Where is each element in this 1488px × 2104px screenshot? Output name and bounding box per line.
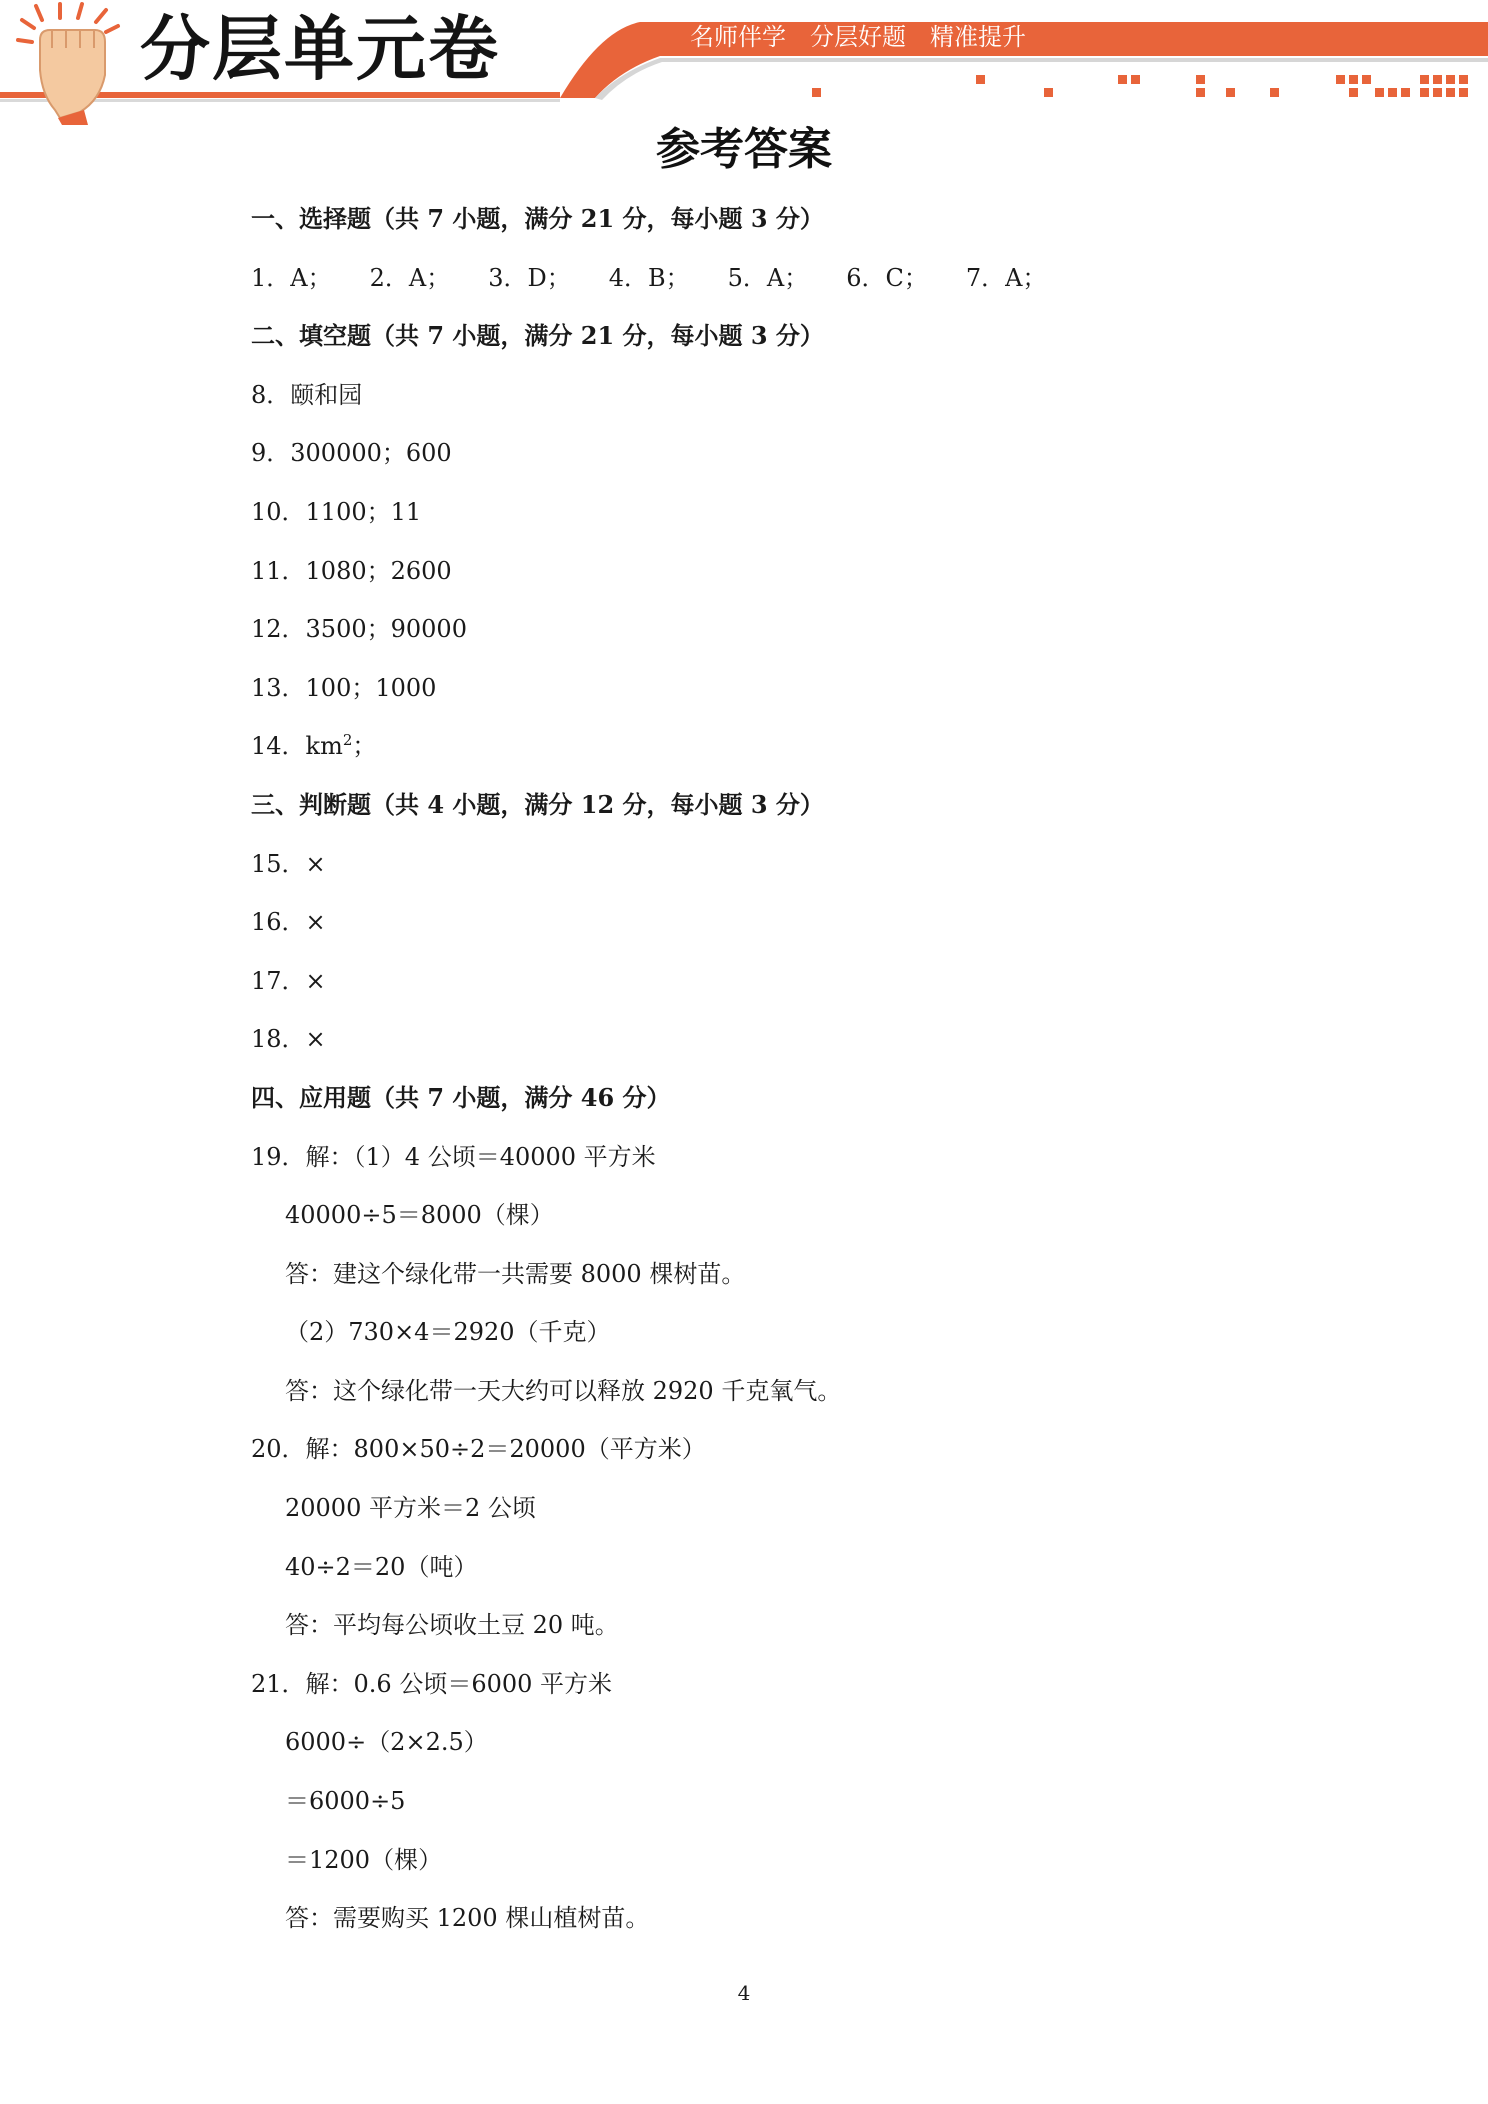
- answer-21-line-4: ＝1200（棵）: [285, 1845, 443, 1874]
- slogan-2: 分层好题: [810, 23, 906, 51]
- answer-20-line-2: 20000 平方米＝2 公顷: [285, 1494, 536, 1523]
- answer-7: 7．A；: [965, 263, 1047, 292]
- answer-11: 11．1080；2600: [251, 556, 452, 585]
- section-heading-judge: 三、判断题（共 4 小题，满分 12 分，每小题 3 分）: [251, 789, 824, 819]
- answer-1: 1．A；: [251, 263, 332, 292]
- answer-21-line-3: ＝6000÷5: [285, 1787, 406, 1816]
- slogan-1: 名师伴学: [690, 23, 786, 51]
- slogan-3: 精准提升: [930, 23, 1026, 51]
- answer-19-line-2: 40000÷5＝8000（棵）: [285, 1201, 554, 1230]
- answer-14-sup: 2: [342, 731, 353, 750]
- answer-8: 8．颐和园: [251, 380, 363, 409]
- fist-icon: [18, 4, 118, 125]
- answer-content: [251, 190, 1351, 1948]
- answer-14-prefix: 14．km: [251, 732, 343, 761]
- answer-20-line-4: 答：平均每公顷收土豆 20 吨。: [285, 1611, 619, 1640]
- answer-13: 13．100；1000: [251, 673, 437, 702]
- answer-19-line-3: 答：建这个绿化带一共需要 8000 棵树苗。: [285, 1259, 746, 1288]
- answer-12: 12．3500；90000: [251, 615, 467, 644]
- page-header: [0, 0, 1488, 125]
- answer-19-line-5: 答：这个绿化带一天大约可以释放 2920 千克氧气。: [285, 1376, 842, 1405]
- answer-20-line-3: 40÷2＝20（吨）: [285, 1552, 478, 1581]
- answer-15: 15．×: [251, 849, 326, 878]
- answer-19-line-4: （2）730×4＝2920（千克）: [285, 1318, 611, 1347]
- answer-21-line-2: 6000÷（2×2.5）: [285, 1728, 488, 1757]
- section-heading-application: 四、应用题（共 7 小题，满分 46 分）: [251, 1082, 671, 1112]
- answer-6: 6．C；: [846, 263, 928, 292]
- header-slogan: [690, 20, 1050, 54]
- answer-9: 9．300000；600: [251, 439, 452, 468]
- answer-21-line-5: 答：需要购买 1200 棵山植树苗。: [285, 1904, 650, 1933]
- answer-21-line-1: 21．解：0.6 公顷＝6000 平方米: [251, 1669, 613, 1698]
- answer-14: [251, 717, 1351, 776]
- answer-5: 5．A；: [727, 263, 809, 292]
- page-title: 参考答案: [656, 124, 832, 175]
- answer-3: 3．D；: [488, 263, 571, 292]
- answer-19-line-1: 19．解：（1）4 公顷＝40000 平方米: [251, 1142, 656, 1171]
- answer-2: 2．A；: [369, 263, 451, 292]
- section-heading-fill: 二、填空题（共 7 小题，满分 21 分，每小题 3 分）: [251, 321, 824, 351]
- page-number: 4: [737, 1981, 751, 2005]
- answer-17: 17．×: [251, 966, 326, 995]
- answer-14-suffix: ；: [352, 732, 377, 761]
- choice-answers: [251, 249, 1351, 308]
- answer-16: 16．×: [251, 908, 326, 937]
- brand-title: 分层单元卷: [140, 8, 500, 90]
- answer-4: 4．B；: [608, 263, 690, 292]
- answer-20-line-1: 20．解：800×50÷2＝20000（平方米）: [251, 1435, 706, 1464]
- answer-10: 10．1100；11: [251, 497, 422, 526]
- section-heading-choice: 一、选择题（共 7 小题，满分 21 分，每小题 3 分）: [251, 204, 824, 233]
- answer-18: 18．×: [251, 1025, 326, 1054]
